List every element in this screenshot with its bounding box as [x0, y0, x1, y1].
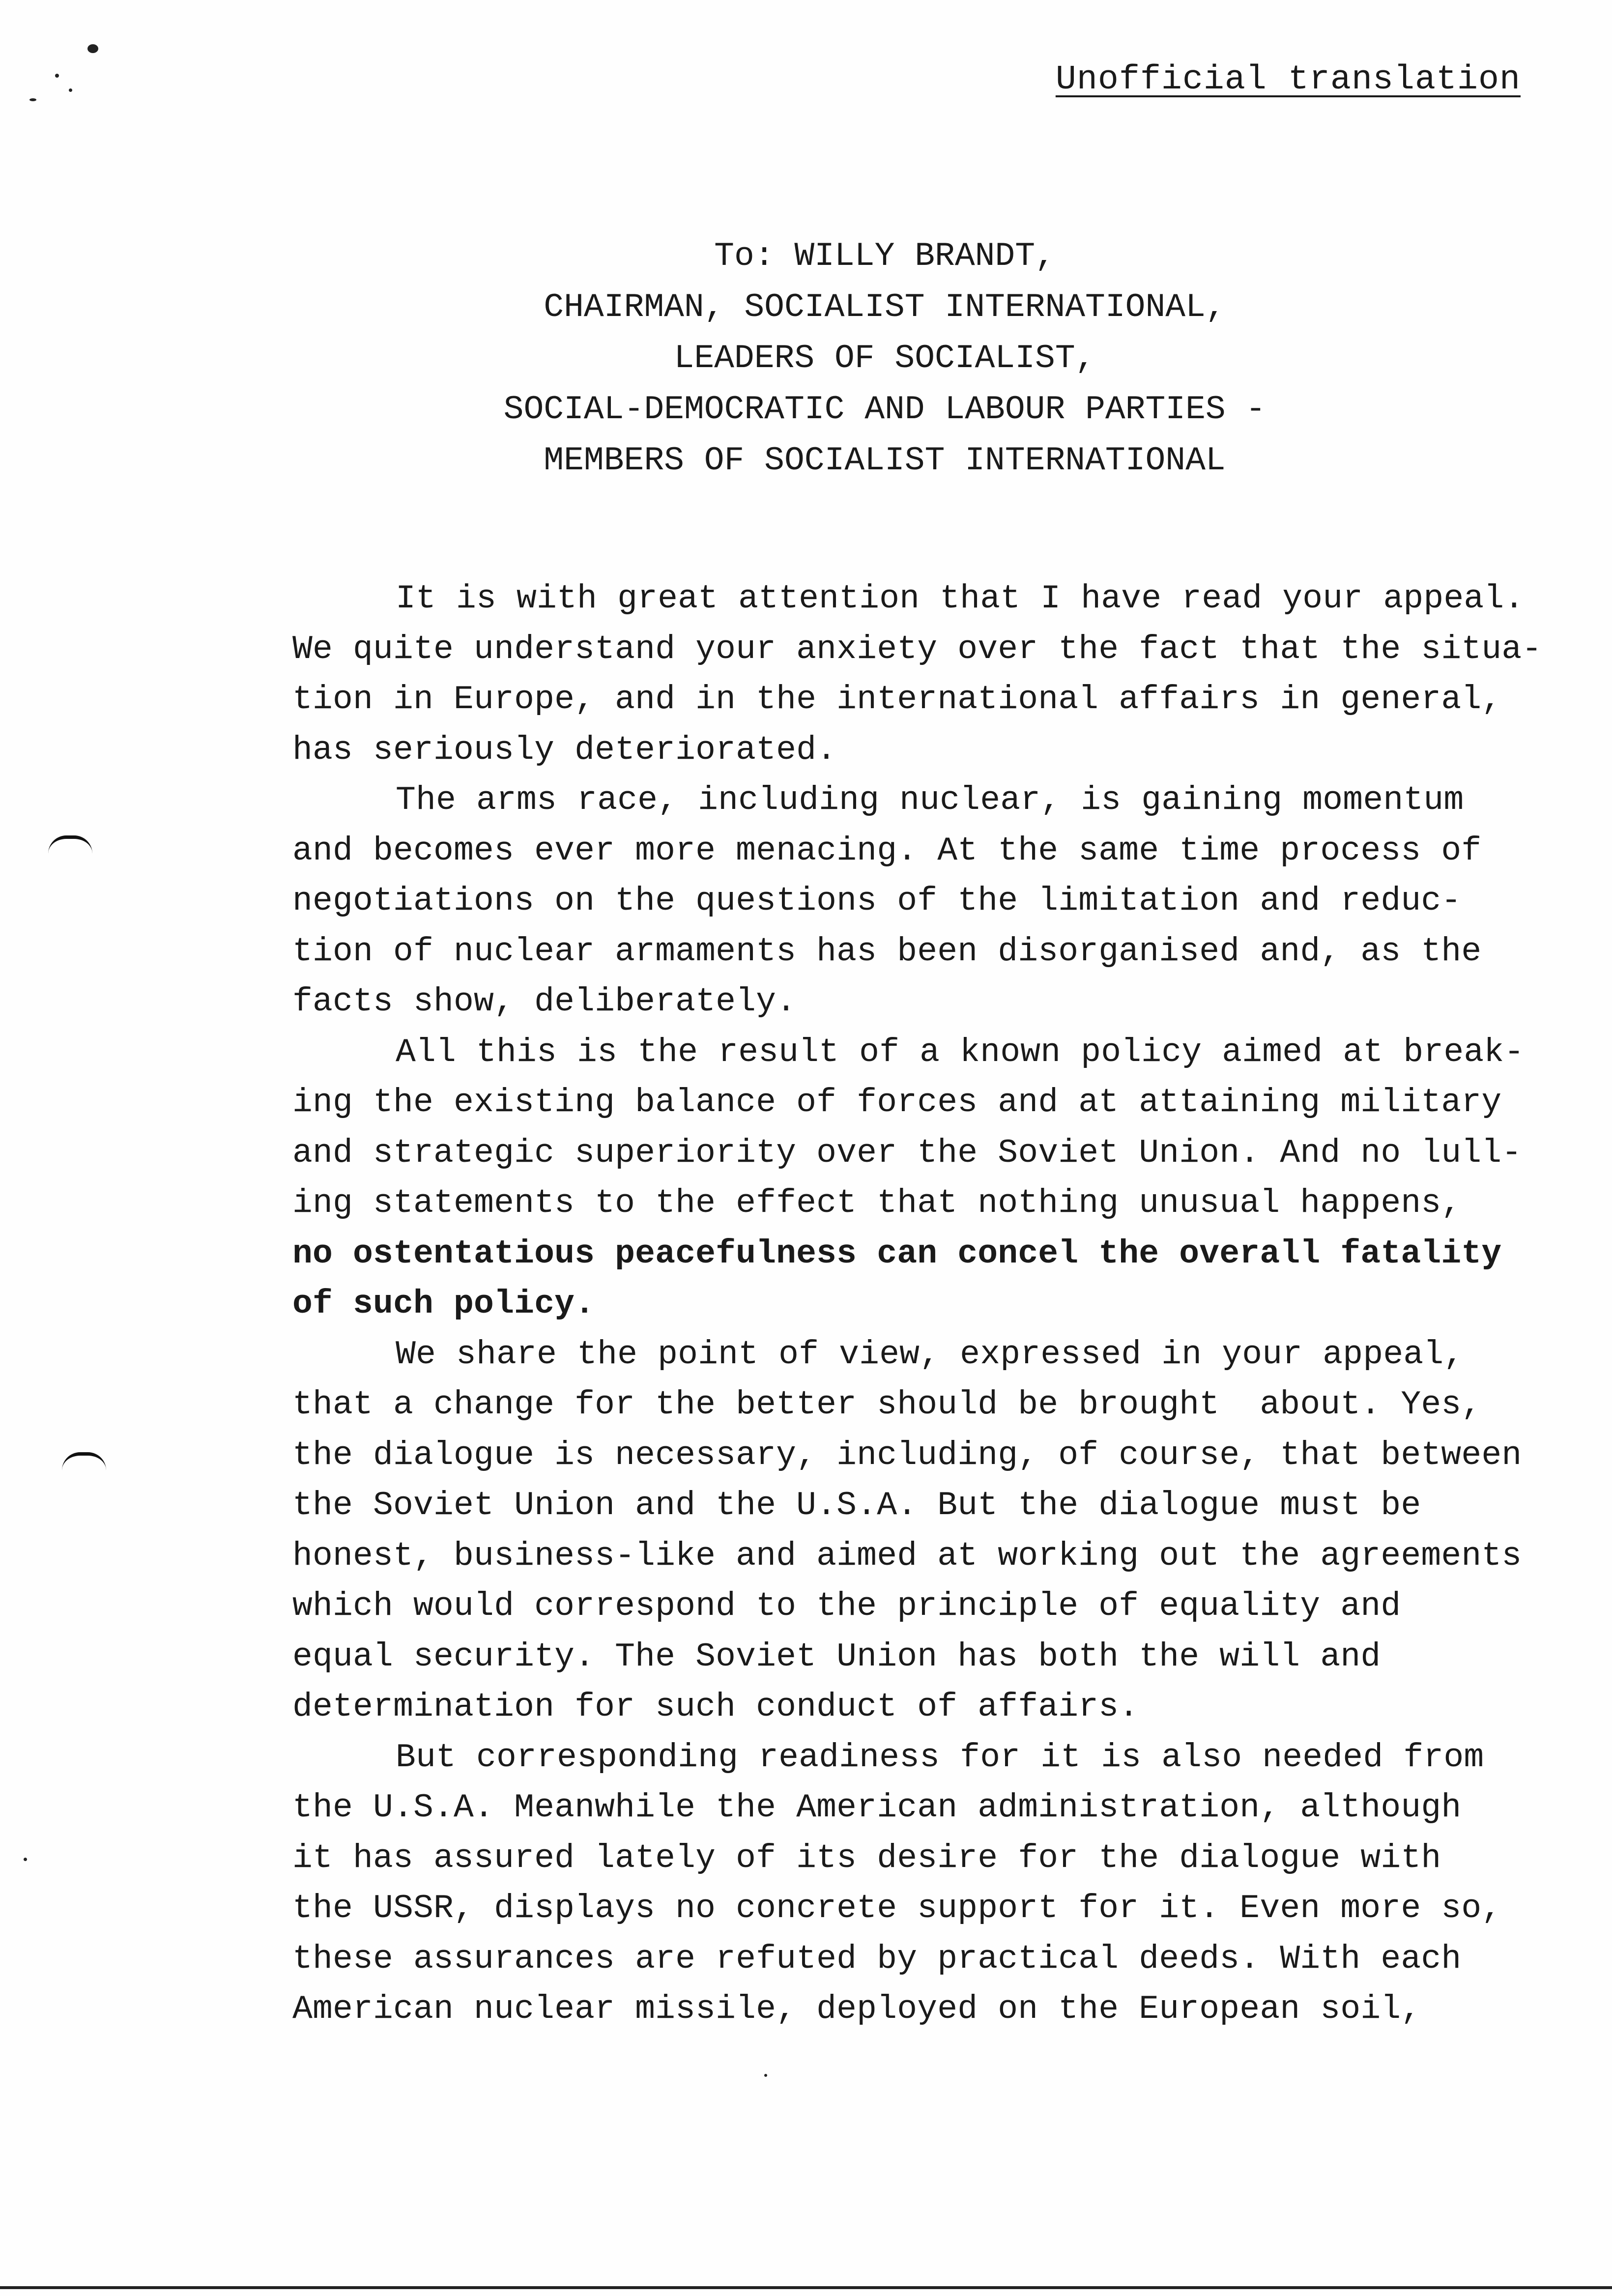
body-line: We share the point of view, expressed in your appeal,	[396, 1335, 1464, 1374]
body-line: the dialogue is necessary, including, of course, that between	[292, 1436, 1522, 1474]
punch-hole-mark	[48, 835, 92, 854]
body-line: It is with great attention that I have read your appeal.	[396, 580, 1525, 618]
page-edge-line	[0, 2286, 1612, 2289]
body-line: All this is the result of a known policy aimed at break-	[396, 1033, 1525, 1071]
body-line: tion of nuclear armaments has been disorganised and, as the	[292, 932, 1482, 971]
punch-hole-mark	[62, 1452, 106, 1470]
body-line: these assurances are refuted by practical deeds. With each	[292, 1940, 1462, 1978]
body-line: the U.S.A. Meanwhile the American administration, although	[292, 1789, 1462, 1827]
body-line: which would correspond to the principle of equality and	[292, 1587, 1401, 1625]
body-line: no ostentatious peacefulness can concel the overall fatality	[292, 1234, 1502, 1273]
body-line: of such policy.	[292, 1285, 595, 1323]
body-line: honest, business-like and aimed at working out the agreements	[292, 1537, 1522, 1575]
scan-speck	[55, 74, 59, 78]
body-line: determination for such conduct of affairs.	[292, 1688, 1139, 1726]
address-line: CHAIRMAN, SOCIALIST INTERNATIONAL,	[544, 288, 1226, 326]
body-line: negotiations on the questions of the limitation and reduc-	[292, 882, 1462, 920]
address-line: LEADERS OF SOCIALIST,	[674, 340, 1095, 377]
address-block	[295, 231, 1474, 487]
header-note: Unofficial translation	[1055, 60, 1521, 99]
body-line: We quite understand your anxiety over the fact that the situa-	[292, 630, 1542, 668]
body-line: ing the existing balance of forces and at attaining military	[292, 1084, 1502, 1121]
body-line: and strategic superiority over the Soviet Union. And no lull-	[292, 1134, 1522, 1172]
scan-speck	[87, 44, 98, 53]
scan-speck	[24, 1858, 27, 1861]
body-line: the Soviet Union and the U.S.A. But the dialogue must be	[292, 1487, 1421, 1524]
body-line: has seriously deteriorated.	[292, 731, 837, 769]
body-line: facts show, deliberately.	[292, 983, 797, 1021]
body-line: equal security. The Soviet Union has both the will and	[292, 1637, 1381, 1676]
body-line: The arms race, including nuclear, is gaining momentum	[396, 781, 1464, 819]
scan-speck	[764, 2074, 767, 2077]
scan-speck	[69, 88, 72, 92]
body-line: the USSR, displays no concrete support for it. Even more so,	[292, 1890, 1502, 1927]
body-line: and becomes ever more menacing. At the same time process of	[292, 832, 1482, 870]
address-line: To: WILLY BRANDT,	[714, 237, 1055, 275]
body-line: that a change for the better should be brought about. Yes,	[292, 1386, 1482, 1424]
address-line: SOCIAL-DEMOCRATIC AND LABOUR PARTIES -	[503, 391, 1266, 429]
letter-body	[292, 574, 1580, 2035]
scan-speck	[29, 98, 36, 101]
body-line: American nuclear missile, deployed on the European soil,	[292, 1990, 1421, 2028]
body-line: But corresponding readiness for it is also needed from	[396, 1738, 1484, 1777]
body-line: ing statements to the effect that nothing unusual happens,	[292, 1184, 1462, 1222]
body-line: tion in Europe, and in the international affairs in general,	[292, 681, 1502, 718]
body-line: it has assured lately of its desire for the dialogue with	[292, 1839, 1441, 1877]
address-line: MEMBERS OF SOCIALIST INTERNATIONAL	[544, 442, 1226, 480]
